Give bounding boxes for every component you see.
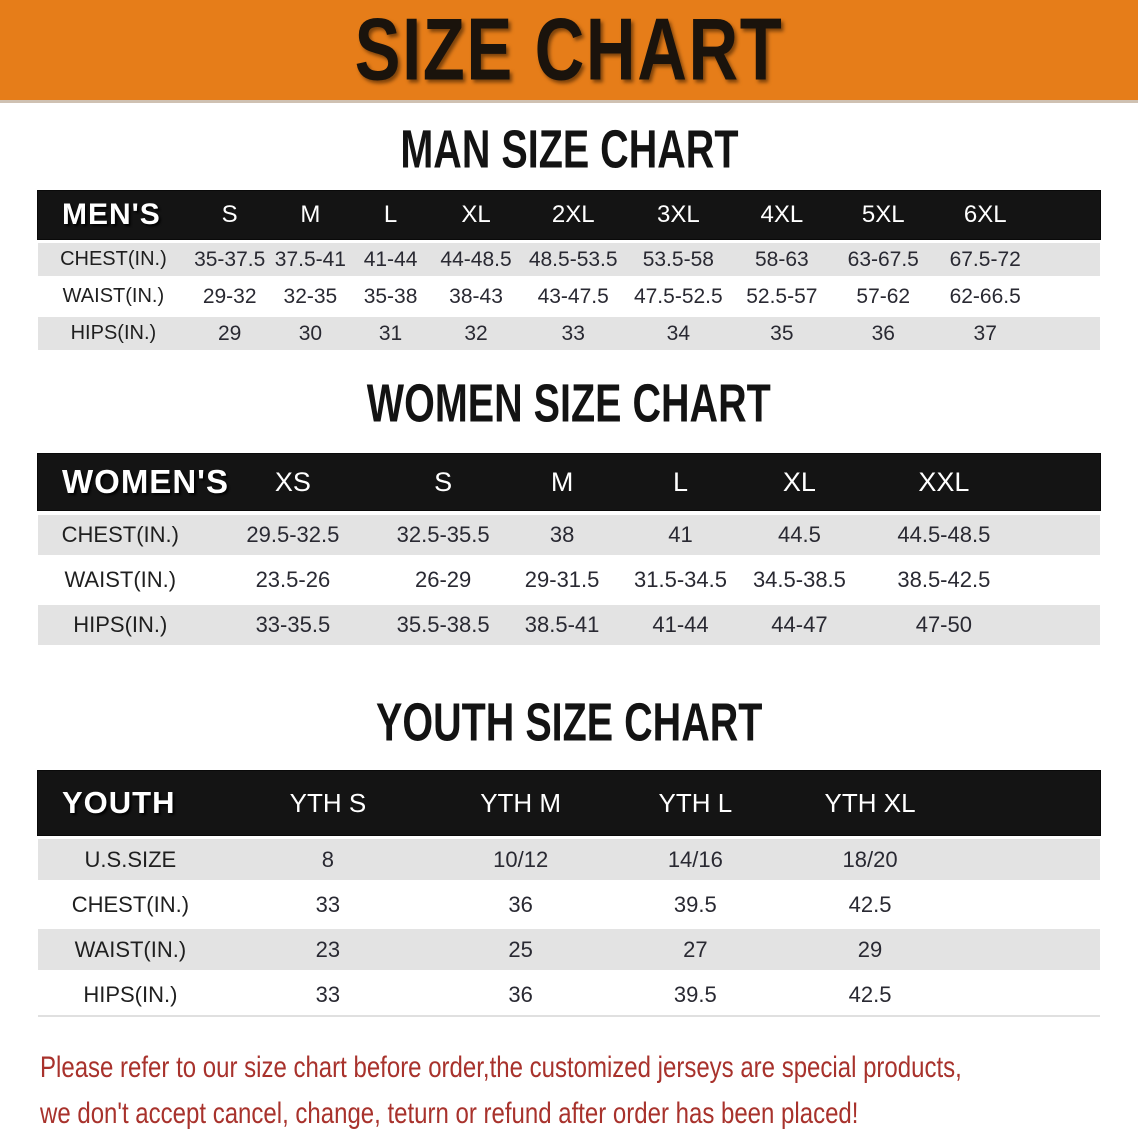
youth-ussize-row: [38, 839, 1100, 880]
youth-section-heading: YOUTH SIZE CHART: [375, 692, 763, 754]
women-hips-row: [38, 605, 1100, 645]
size-value-cell: 67.5-72: [949, 247, 1021, 271]
size-chart-banner: [0, 0, 1138, 103]
size-value-cell: 35: [770, 321, 794, 345]
size-value-cell: 32: [464, 321, 488, 345]
size-value-cell: 44-48.5: [440, 247, 512, 271]
men-section-heading: MAN SIZE CHART: [399, 119, 739, 181]
size-value-cell: 29-32: [202, 284, 257, 308]
size-value-cell: 31.5-34.5: [634, 567, 727, 592]
size-column-header: XXL: [918, 466, 970, 497]
size-value-cell: 8: [321, 846, 335, 872]
men-table-corner-label: MEN'S: [62, 198, 161, 231]
size-value-cell: 14/16: [667, 846, 723, 872]
size-value-cell: 29: [857, 936, 883, 962]
size-value-cell: 23.5-26: [255, 567, 331, 592]
measurement-row-label: HIPS(IN.): [83, 981, 178, 1007]
size-value-cell: 57-62: [856, 284, 911, 308]
size-value-cell: 33-35.5: [255, 612, 331, 637]
women-waist-row: [38, 560, 1100, 600]
measurement-row-label: CHEST(IN.): [61, 522, 179, 547]
size-value-cell: 42.5: [848, 981, 892, 1007]
men-size-table: [38, 191, 1100, 350]
size-value-cell: 47.5-52.5: [633, 284, 723, 308]
size-value-cell: 44.5-48.5: [897, 522, 991, 547]
size-column-header: L: [672, 466, 688, 497]
measurement-row-label: WAIST(IN.): [64, 567, 177, 592]
size-value-cell: 26-29: [415, 567, 472, 592]
size-column-header: 2XL: [551, 201, 595, 228]
size-value-cell: 35-38: [363, 284, 418, 308]
size-value-cell: 29-31.5: [524, 567, 600, 592]
size-value-cell: 36: [508, 891, 533, 917]
size-value-cell: 35.5-38.5: [396, 612, 490, 637]
women-chest-row: [38, 515, 1100, 555]
size-value-cell: 38: [549, 522, 575, 547]
size-value-cell: 44.5: [778, 522, 821, 547]
women-table-header-row: [38, 454, 1100, 510]
disclaimer-line-1: Please refer to our size chart before order,the customized jerseys are special products,: [40, 1051, 962, 1084]
size-column-header: L: [383, 201, 398, 228]
size-column-header: 3XL: [656, 201, 700, 228]
size-value-cell: 47-50: [915, 612, 972, 637]
men-table-header-row: [38, 191, 1100, 239]
measurement-row-label: WAIST(IN.): [62, 285, 165, 307]
youth-size-table: [38, 771, 1100, 1017]
size-column-header: XL: [461, 201, 491, 228]
measurement-row-label: WAIST(IN.): [74, 936, 187, 962]
size-value-cell: 29.5-32.5: [246, 522, 340, 547]
size-value-cell: 48.5-53.5: [528, 247, 618, 271]
men-hips-row: [38, 317, 1100, 350]
size-value-cell: 30: [298, 321, 323, 345]
size-value-cell: 38.5-42.5: [897, 567, 991, 592]
size-value-cell: 43-47.5: [537, 284, 609, 308]
women-section-heading: WOMEN SIZE CHART: [367, 373, 771, 435]
youth-chest-row: [38, 884, 1100, 925]
size-value-cell: 36: [508, 981, 533, 1007]
size-value-cell: 31: [378, 321, 403, 345]
size-column-header: YTH L: [658, 787, 733, 818]
disclaimer-notice: [40, 1045, 1138, 1137]
size-value-cell: 53.5-58: [642, 247, 714, 271]
size-value-cell: 37.5-41: [274, 247, 346, 271]
size-column-header: 5XL: [861, 201, 905, 228]
size-value-cell: 34: [666, 321, 690, 345]
size-column-header: XL: [782, 466, 816, 497]
size-value-cell: 52.5-57: [746, 284, 818, 308]
youth-table-corner-label: YOUTH: [62, 785, 176, 820]
size-column-header: M: [300, 201, 321, 228]
disclaimer-line-2: we don't accept cancel, change, teturn or refund after order has been placed!: [40, 1097, 859, 1130]
size-value-cell: 62-66.5: [949, 284, 1021, 308]
size-value-cell: 18/20: [842, 846, 898, 872]
size-column-header: XS: [274, 466, 311, 497]
men-chest-row: [38, 243, 1100, 276]
size-value-cell: 38-43: [449, 284, 503, 308]
measurement-row-label: HIPS(IN.): [70, 322, 157, 344]
size-value-cell: 58-63: [755, 247, 809, 271]
size-value-cell: 33: [315, 891, 341, 917]
size-column-header: S: [434, 466, 453, 497]
women-table-corner-label: WOMEN'S: [62, 463, 230, 500]
size-column-header: 6XL: [963, 201, 1007, 228]
size-value-cell: 36: [871, 321, 895, 345]
banner-title: SIZE CHART: [354, 0, 784, 99]
size-column-header: M: [550, 466, 574, 497]
women-size-table: [38, 454, 1100, 645]
size-column-header: YTH S: [289, 787, 367, 818]
size-column-header: YTH XL: [824, 787, 916, 818]
size-value-cell: 63-67.5: [847, 247, 919, 271]
size-value-cell: 33: [315, 981, 341, 1007]
size-value-cell: 33: [561, 321, 585, 345]
size-column-header: S: [221, 201, 238, 228]
size-value-cell: 38.5-41: [524, 612, 600, 637]
size-column-header: YTH M: [480, 787, 562, 818]
size-value-cell: 42.5: [848, 891, 892, 917]
youth-waist-row: [38, 929, 1100, 970]
measurement-row-label: HIPS(IN.): [73, 612, 168, 637]
size-value-cell: 29: [218, 321, 242, 345]
size-value-cell: 41-44: [363, 247, 418, 271]
measurement-row-label: U.S.SIZE: [84, 846, 177, 872]
size-value-cell: 32.5-35.5: [396, 522, 490, 547]
size-value-cell: 41: [668, 522, 693, 547]
measurement-row-label: CHEST(IN.): [71, 891, 190, 917]
youth-table-header-row: [38, 771, 1100, 835]
size-column-header: 4XL: [760, 201, 804, 228]
youth-hips-row: [38, 974, 1100, 1015]
size-value-cell: 25: [508, 936, 533, 962]
size-value-cell: 39.5: [673, 981, 717, 1007]
size-value-cell: 44-47: [771, 612, 828, 637]
size-value-cell: 27: [683, 936, 708, 962]
men-waist-row: [38, 280, 1100, 313]
size-value-cell: 10/12: [493, 846, 549, 872]
size-value-cell: 37: [973, 321, 997, 345]
size-value-cell: 34.5-38.5: [752, 567, 846, 592]
size-value-cell: 41-44: [652, 612, 709, 637]
size-value-cell: 32-35: [283, 284, 338, 308]
size-value-cell: 35-37.5: [194, 247, 266, 271]
measurement-row-label: CHEST(IN.): [60, 248, 167, 270]
size-value-cell: 23: [315, 936, 341, 962]
size-value-cell: 39.5: [673, 891, 717, 917]
